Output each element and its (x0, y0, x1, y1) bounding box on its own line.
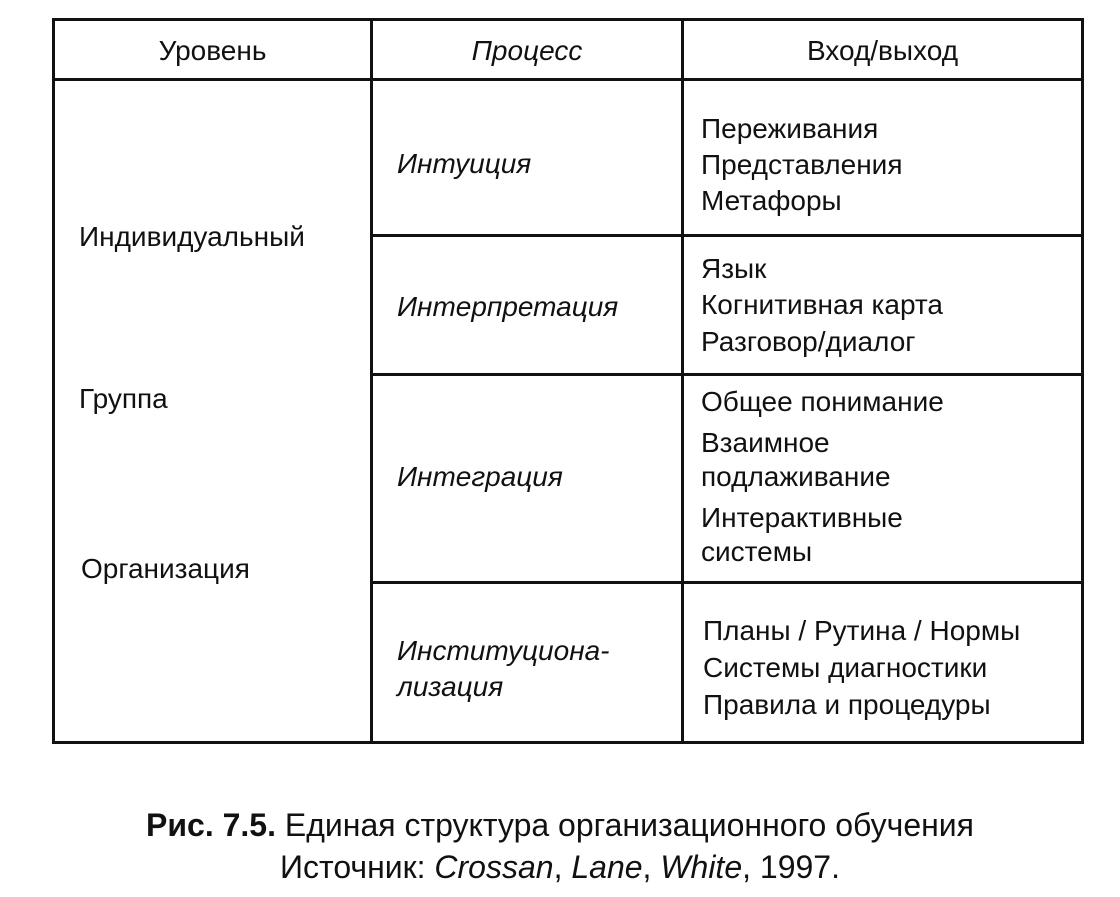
io-line: Системы диагностики (703, 652, 988, 683)
io-line: Переживания (701, 113, 879, 144)
level-group: Группа (79, 383, 168, 414)
header-io: Вход/выход (806, 35, 959, 66)
row-divider-3 (370, 581, 1081, 584)
source-year: 1997 (759, 849, 832, 885)
process-interpretation: Интерпретация (397, 291, 619, 322)
header-divider (55, 78, 1081, 81)
header-process: Процесс (471, 35, 583, 66)
io-line: системы (701, 536, 813, 567)
io-line: Правила и процедуры (703, 689, 991, 720)
process-institutionalization-2: лизация (397, 671, 504, 702)
io-line: Представления (701, 149, 903, 180)
source-author: White (660, 849, 743, 885)
io-line: Разговор/диалог (701, 326, 916, 357)
io-line: Метафоры (701, 185, 842, 216)
process-integration: Интеграция (397, 461, 563, 492)
io-line: Планы / Рутина / Нормы (703, 615, 1021, 646)
figure-label: Рис. 7.5. (146, 807, 276, 843)
source-author: Lane (571, 849, 643, 885)
figure-caption (0, 804, 1120, 846)
row-divider-2 (370, 373, 1081, 376)
io-line: подлаживание (701, 461, 891, 492)
column-divider-level (370, 21, 373, 741)
io-line: Взаимное (701, 427, 830, 458)
process-institutionalization-1: Институциона- (397, 635, 610, 666)
figure-title: Единая структура организационного обучения (284, 807, 974, 843)
source-author: Crossan (434, 849, 554, 885)
source-prefix: Источник: (280, 849, 426, 885)
io-line: Язык (701, 253, 767, 284)
learning-framework-table (52, 18, 1084, 744)
level-organization: Организация (81, 553, 250, 584)
level-individual: Индивидуальный (79, 221, 305, 252)
row-divider-1 (370, 234, 1081, 237)
process-intuition: Интуиция (397, 148, 532, 179)
io-line: Общее понимание (701, 386, 944, 417)
io-line: Когнитивная карта (701, 289, 943, 320)
header-level: Уровень (158, 35, 267, 66)
column-divider-process (681, 21, 684, 741)
figure-source: Источник: Crossan, Lane, White, 1997. (280, 849, 840, 885)
io-line: Интерактивные (701, 502, 903, 533)
